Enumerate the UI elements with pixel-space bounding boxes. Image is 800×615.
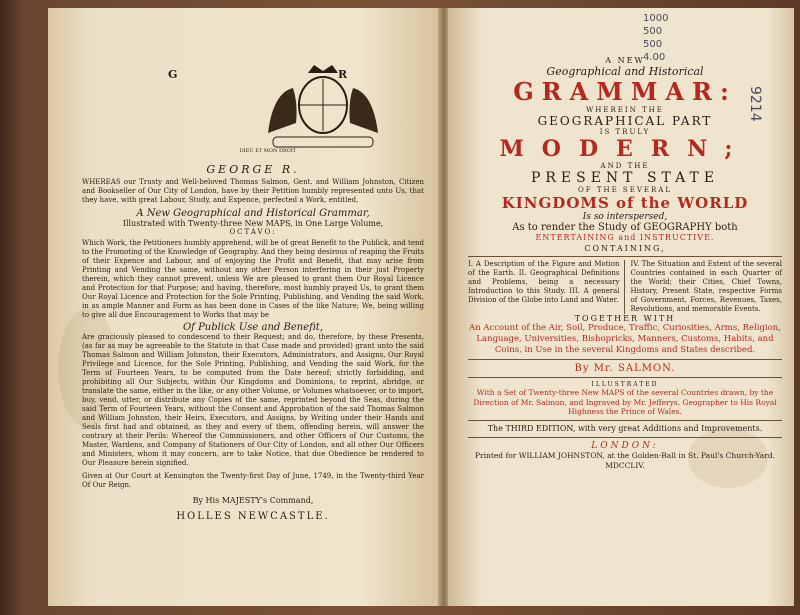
- given-at-court: Given at Our Court at Kensington the Twenty-first Day of June, 1749, in the Twenty-third Year Of Our Reign.: [82, 472, 424, 489]
- contents-column-right: IV. The Situation and Extent of the several Countries contained in each Quarter of the World; their Cities, Chief Towns, History, Present State, respective Forms of Government, Forces, Revenues, Taxes, Revolutions, and memorable Events.: [630, 260, 782, 313]
- title-illustrated: ILLUSTRATED: [591, 381, 659, 388]
- petition-paragraph: Which Work, the Petitioners humbly apprehend, will be of great Benefit to the Publick, and tend to the Promoting of the Knowledge of Geography. And they being desirous of reaping the Fruits of their Expence and Labour, and of enjoying the Profit and Benefit, that may arise from Printing and Vending the same, without any other Person interfering in their just Property therein, which they cannot prevent, unless We are pleased to grant them Our Royal Licence and Protection for that Purpose; and having, therefore, most humbly prayed Us, to grant them Our Royal Licence and Protection for the Sole Printing, Publishing, and Vending the said Work, in as ample Manner and Form as has been done in Cases of the like Nature; We, being willing to give all due Encouragement to Works that may be: [82, 239, 424, 319]
- handwritten-line: 4.00: [643, 52, 666, 63]
- title-a-new: A NEW: [605, 56, 645, 65]
- public-use-heading: Of Publick Use and Benefit,: [182, 322, 323, 333]
- title-account: An Account of the Air, Soil, Produce, Traffic, Curiosities, Arms, Religion, Language, Universities, Bishopricks, Manners, Customs, Habits, and Coins, in Use in the several Kingdoms and States described.: [469, 323, 781, 355]
- title-author: By Mr. SALMON.: [574, 363, 676, 374]
- crest-motto: DIEU ET MON DROIT: [239, 148, 297, 154]
- grant-paragraph: Are graciously pleased to condescend to their Request; and do, therefore, by these Presents, (as far as may be agreeable to the Statute in that Case made and provided) grant unto the said Thomas Salmon and William Johnston, their Executors, Administrators, and Assigns, Our Royal Privilege and Licence, for the Sole Printing, Publishing, and Vending the said Work, for the Term of Fourteen Years, to be computed from the Date hereof; strictly forbidding, and prohibiting all Our Subjects, within Our Kingdoms and Dominions, to reprint, abridge, or translate the same, either in the like, or any other Volume, or Volumes whatsoever, or to import, buy, vend, utter, or distribute any Copies of the same, reprinted beyond the Seas, during the said Term of Fourteen Years, without the Consent and Approbation of the said Thomas Salmon and William Johnston, their Heirs, Executors, and Assigns, by Writing under their Hands and Seals first had and obtained, as they and every of them, offending herein, will answer the contrary at their Perils: Whereof the Commissioners, and other Officers of Our Customs, the Master, Wardens, and Company of Stationers of Our City of London, and all other Our Officers and Ministers, whom it may concern, are to take Notice, that due Obedience be rendered to Our Pleasure herein signified.: [82, 333, 424, 467]
- signature-newcastle: HOLLES NEWCASTLE.: [176, 511, 330, 522]
- left-page-royal-licence: [48, 8, 440, 606]
- contents-columns: [468, 260, 782, 314]
- handwritten-line: 1000: [643, 13, 669, 24]
- title-present-state: PRESENT STATE: [530, 170, 720, 186]
- title-interspersed: Is so interspersed,: [582, 212, 668, 222]
- title-is-truly: IS TRULY: [599, 128, 651, 136]
- divider: [468, 377, 782, 378]
- title-and-the: AND THE: [600, 162, 650, 170]
- title-modern: MODERN;: [499, 136, 751, 162]
- work-title: A New Geographical and Historical Grammar,: [136, 208, 370, 219]
- contents-column-left: I. A Description of the Figure and Motion of the Earth. II. Geographical Definitions and Problems, being a necessary Introduction to this Study. III. A general Division of the Globe into Land and Water.: [468, 260, 625, 314]
- title-grammar: GRAMMAR:: [513, 77, 737, 106]
- divider: [468, 437, 782, 438]
- title-edition: The THIRD EDITION, with very great Additions and Improvements.: [487, 423, 763, 433]
- title-render: As to render the Study of GEOGRAPHY both: [512, 222, 738, 233]
- work-subtitle: Illustrated with Twenty-three New MAPS, in One Large Volume,: [122, 219, 384, 228]
- title-printer: Printed for WILLIAM JOHNSTON, at the Golden-Ball in St. Paul's Church-Yard. MDCCLIV.: [474, 450, 775, 470]
- king-heading: GEORGE R.: [206, 163, 300, 176]
- title-entertaining: ENTERTAINING and INSTRUCTIVE.: [535, 233, 715, 242]
- right-page-title: [448, 8, 794, 606]
- crest-letter-r: R: [338, 68, 348, 81]
- divider: [468, 359, 782, 360]
- handwritten-line: 500: [643, 39, 663, 50]
- whereas-paragraph: WHEREAS our Trusty and Well-beloved Thomas Salmon, Gent. and William Johnston, Citizen and Bookseller of Our City of London, have by their Petition humbly represented unto Us, that they have, with great Labour, Study, and Expence, perfected a Work, entitled,: [82, 178, 424, 204]
- title-geographical: Geographical and Historical: [546, 65, 704, 78]
- title-of-several: OF THE SEVERAL: [578, 186, 672, 194]
- title-maps: With a Set of Twenty-three New MAPS of the several Countries drawn, by the Direction of Mr. Salmon, and Ingraved by Mr. Jefferys, Geographer to His Royal Highness the Prince of Wales.: [473, 388, 777, 416]
- divider: [468, 420, 782, 421]
- handwritten-line: 500: [643, 26, 663, 37]
- title-together: TOGETHER WITH: [574, 314, 676, 323]
- title-geo-part: GEOGRAPHICAL PART: [537, 114, 713, 128]
- title-london: LONDON:: [591, 440, 659, 451]
- handwritten-number: 9214: [747, 86, 763, 122]
- divider: [468, 256, 782, 257]
- crest-letter-g: G: [168, 68, 178, 81]
- majesty-command: By His MAJESTY's Command,: [192, 496, 314, 505]
- title-wherein: WHEREIN THE: [586, 106, 664, 114]
- title-kingdoms: KINGDOMS of the WORLD: [501, 194, 749, 212]
- royal-coat-of-arms-icon: [248, 63, 398, 153]
- octavo-label: OCTAVO:: [229, 228, 277, 236]
- title-containing: CONTAINING,: [584, 244, 666, 253]
